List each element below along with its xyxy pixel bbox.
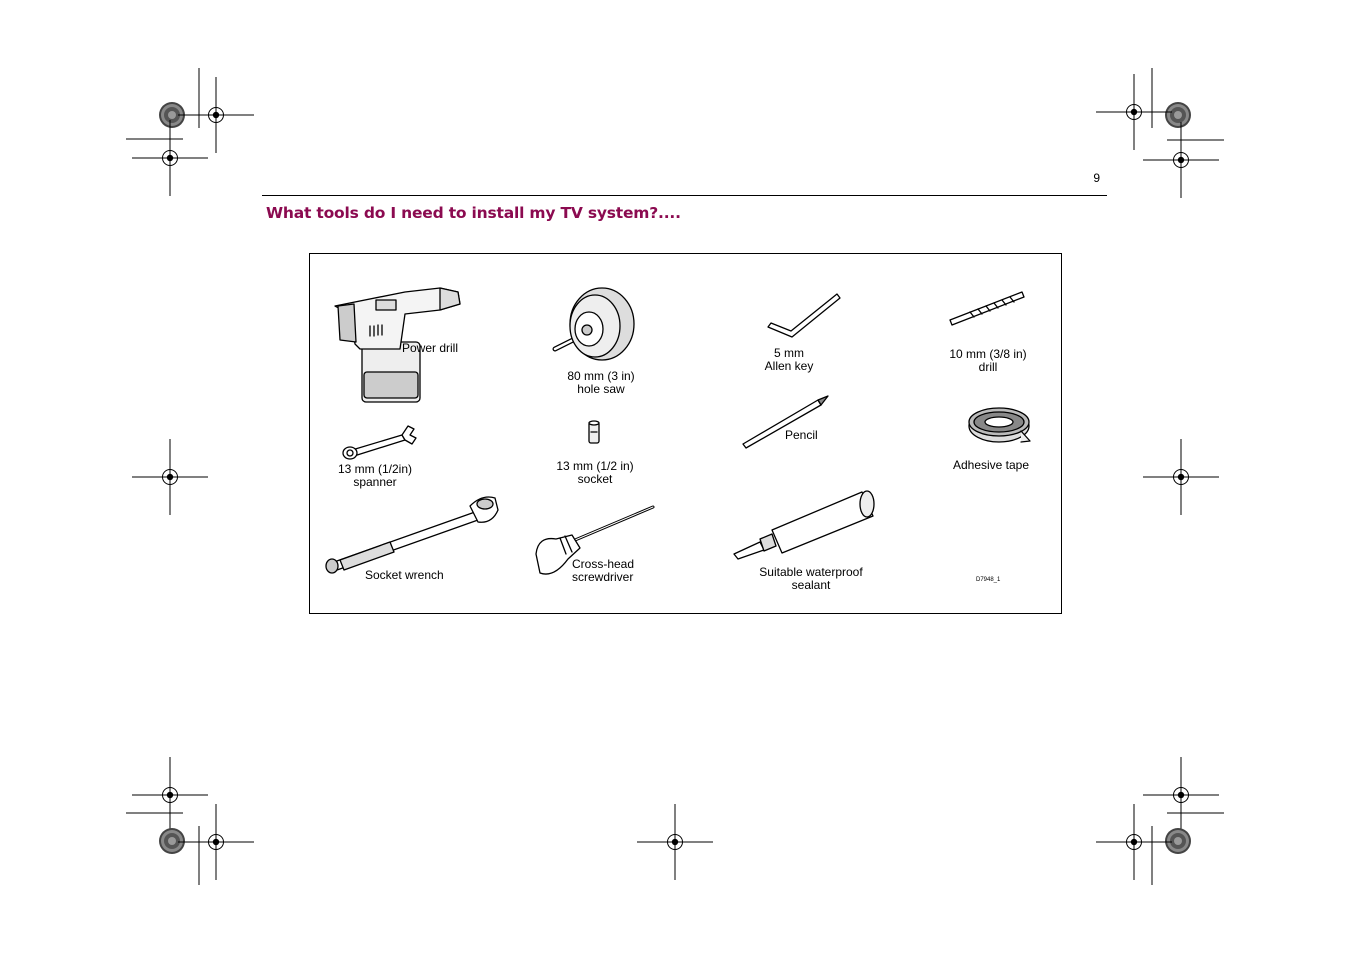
registration-mark	[1143, 122, 1219, 198]
socket-wrench-icon	[326, 497, 498, 573]
registration-mark	[1143, 757, 1219, 833]
color-target-mark	[1165, 102, 1191, 128]
color-target-mark	[159, 828, 185, 854]
registration-mark	[132, 439, 208, 515]
page-number: 9	[1093, 171, 1100, 185]
registration-mark	[637, 804, 713, 880]
hole-saw-icon	[555, 288, 634, 360]
registration-mark	[178, 804, 254, 880]
socket-icon	[589, 421, 599, 443]
tool-label-sealant: Suitable waterproof sealant	[759, 565, 863, 592]
registration-mark	[1096, 74, 1172, 150]
tool-label-pencil: Pencil	[785, 428, 818, 442]
sealant-tube-icon	[734, 491, 874, 559]
tool-label-spanner: 13 mm (1/2in) spanner	[337, 462, 413, 489]
tool-label-socket-wrench: Socket wrench	[365, 568, 444, 582]
page-title: What tools do I need to install my TV system?....	[266, 204, 681, 222]
allen-key-icon	[768, 294, 840, 337]
registration-mark	[132, 757, 208, 833]
tool-label-socket: 13 mm (1/2 in) socket	[556, 459, 634, 486]
tool-label-screwdriver: Cross-head screwdriver	[572, 557, 635, 584]
tool-label-adhesive-tape: Adhesive tape	[952, 458, 1030, 472]
drill-bit-icon	[950, 292, 1024, 325]
registration-mark	[1096, 804, 1172, 880]
tool-label-drill-bit: 10 mm (3/8 in) drill	[949, 347, 1027, 374]
header-rule	[262, 195, 1107, 196]
tool-label-power-drill: Power drill	[402, 341, 459, 355]
tools-figure	[309, 253, 1062, 614]
color-target-mark	[1165, 828, 1191, 854]
spanner-icon	[343, 426, 416, 459]
registration-mark	[1143, 439, 1219, 515]
registration-mark	[178, 77, 254, 153]
tape-roll-icon	[969, 408, 1030, 442]
registration-mark	[132, 120, 208, 196]
figure-reference-code: D7948_1	[976, 577, 1001, 583]
tool-label-allen-key: 5 mm Allen key	[764, 346, 814, 373]
tool-label-hole-saw: 80 mm (3 in) hole saw	[567, 369, 635, 396]
